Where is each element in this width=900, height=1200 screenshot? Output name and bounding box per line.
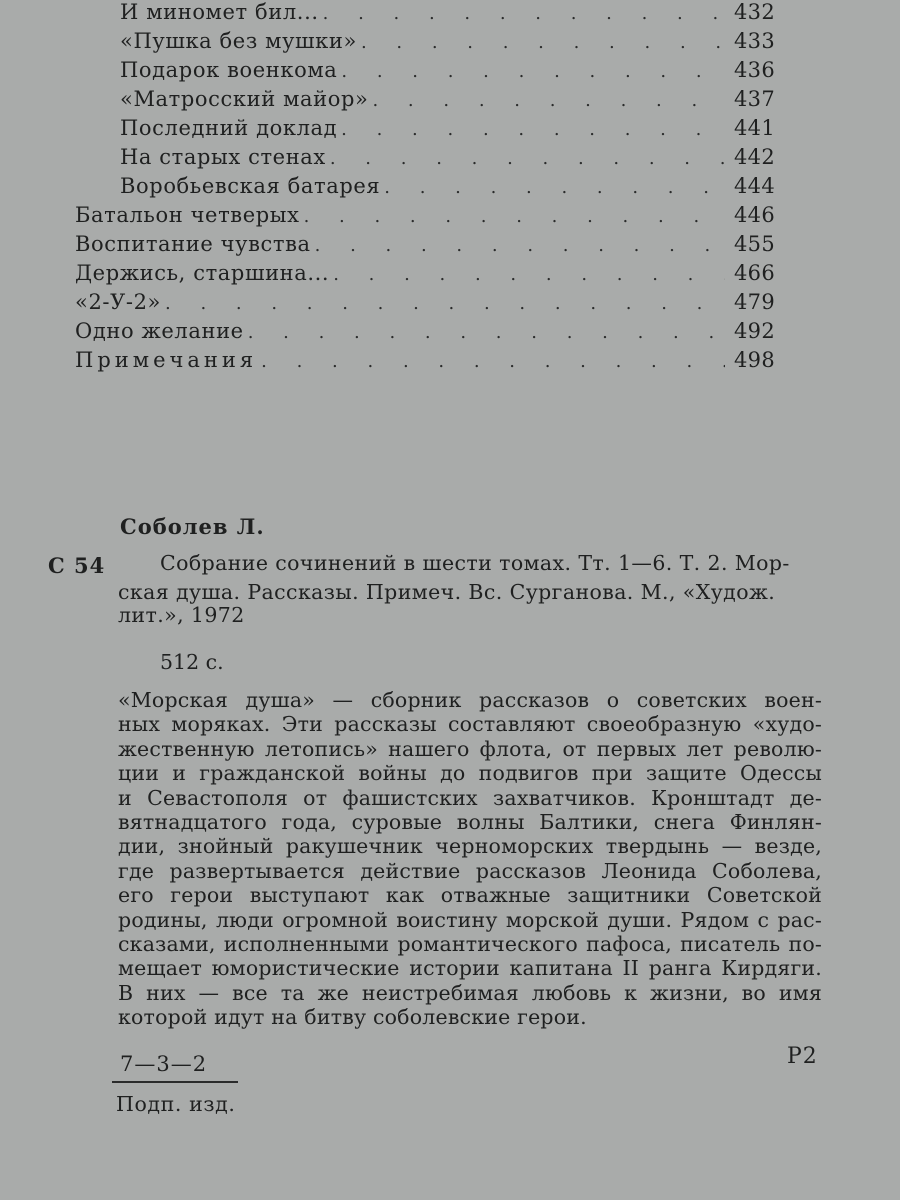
toc-entry-page: 498 bbox=[734, 348, 775, 372]
catalog-description-line: ская душа. Рассказы. Примеч. Вс. Сурганова. М., «Худож. bbox=[118, 580, 776, 604]
toc-entry bbox=[120, 58, 775, 86]
toc-entry bbox=[120, 145, 775, 173]
toc-entry bbox=[120, 116, 775, 144]
annotation-line: которой идут на битву соболевские герои. bbox=[118, 1005, 587, 1030]
toc-entry bbox=[120, 0, 775, 28]
toc-entry bbox=[75, 348, 775, 376]
annotation-line: жественную летопись» нашего флота, от первых лет револю- bbox=[118, 736, 822, 761]
toc-entry-page: 437 bbox=[734, 87, 775, 111]
annotation-line: и Севастополя от фашистских захватчиков. Кронштадт де- bbox=[118, 785, 822, 810]
toc-entry-title: И миномет бил... bbox=[120, 0, 319, 24]
toc-entry-page: 432 bbox=[734, 0, 775, 24]
annotation-line: ных моряках. Эти рассказы составляют своеобразную «худо- bbox=[118, 712, 822, 737]
annotation-line: «Морская душа» — сборник рассказов о советских воен- bbox=[118, 688, 822, 712]
toc-entry-title: На старых стенах bbox=[120, 145, 326, 169]
toc-entry-page: 441 bbox=[734, 116, 775, 140]
toc-leader-dots bbox=[319, 3, 725, 24]
toc-entry bbox=[120, 174, 775, 202]
toc-leader-dots bbox=[380, 177, 725, 198]
toc-entry-title: Батальон четверых bbox=[75, 203, 300, 227]
annotation-line: ции и гражданской войны до подвигов при защите Одессы bbox=[118, 761, 822, 786]
toc-entry bbox=[75, 261, 775, 289]
annotation-line: В них — все та же неистребимая любовь к жизни, во имя bbox=[118, 980, 822, 1005]
catalog-author: Соболев Л. bbox=[120, 514, 265, 539]
toc-entry-page: 442 bbox=[734, 145, 775, 169]
toc-leader-dots bbox=[337, 61, 725, 82]
toc-entry bbox=[120, 87, 775, 115]
toc-entry-page: 466 bbox=[734, 261, 775, 285]
toc-leader-dots bbox=[357, 32, 725, 53]
toc-entry-page: 446 bbox=[734, 203, 775, 227]
toc-entry-title: «Матросский майор» bbox=[120, 87, 369, 111]
toc-entry-title: Воспитание чувства bbox=[75, 232, 311, 256]
toc-entry-title: Воробьевская батарея bbox=[120, 174, 381, 198]
annotation-line: вятнадцатого года, суровые волны Балтики, снега Финлян- bbox=[118, 810, 822, 834]
toc-entry bbox=[75, 203, 775, 231]
annotation-line: мещает юмористические истории капитана II ранга Кирдяги. bbox=[118, 956, 822, 981]
toc-entry-page: 479 bbox=[734, 290, 775, 314]
toc-entry bbox=[75, 290, 775, 318]
toc-entry bbox=[120, 29, 775, 57]
toc-leader-dots bbox=[368, 90, 725, 111]
toc-entry bbox=[75, 319, 775, 347]
catalog-page-count: 512 с. bbox=[160, 650, 224, 674]
toc-leader-dots bbox=[244, 322, 725, 343]
annotation-line: дии, знойный ракушечник черноморских твердынь — везде, bbox=[118, 834, 822, 859]
toc-leader-dots bbox=[329, 264, 725, 285]
catalog-description-line: Собрание сочинений в шести томах. Тт. 1—6. Т. 2. Мор- bbox=[160, 551, 790, 575]
toc-entry-title: «Пушка без мушки» bbox=[120, 29, 357, 53]
toc-entry-page: 436 bbox=[734, 58, 775, 82]
toc-leader-dots bbox=[257, 351, 725, 372]
toc-entry-page: 444 bbox=[734, 174, 775, 198]
toc-leader-dots bbox=[311, 235, 725, 256]
toc-entry-page: 433 bbox=[734, 29, 775, 53]
bbk-index: 7—3—2 bbox=[120, 1052, 208, 1076]
subscription-note: Подп. изд. bbox=[116, 1092, 236, 1116]
toc-entry bbox=[75, 232, 775, 260]
catalog-description-line: лит.», 1972 bbox=[118, 603, 245, 627]
annotation-line: родины, люди огромной воистину морской души. Рядом с рас- bbox=[118, 907, 822, 932]
annotation-line: где развертывается действие рассказов Леонида Соболева, bbox=[118, 858, 822, 883]
toc-leader-dots bbox=[300, 206, 725, 227]
toc-entry-page: 455 bbox=[734, 232, 775, 256]
toc-leader-dots bbox=[337, 119, 725, 140]
annotation-line: его герои выступают как отважные защитники Советской bbox=[118, 883, 822, 908]
toc-entry-page: 492 bbox=[734, 319, 775, 343]
toc-leader-dots bbox=[161, 293, 725, 314]
bbk-divider bbox=[112, 1081, 238, 1083]
toc-entry-title: Примечания bbox=[75, 348, 258, 372]
toc-leader-dots bbox=[326, 148, 725, 169]
toc-entry-title: Держись, старшина... bbox=[75, 261, 330, 285]
catalog-code: С 54 bbox=[48, 553, 106, 578]
toc-entry-title: Последний доклад bbox=[120, 116, 338, 140]
annotation-line: сказами, исполненными романтического пафоса, писатель по- bbox=[118, 932, 822, 956]
toc-entry-title: «2-У-2» bbox=[75, 290, 161, 314]
author-sign: Р2 bbox=[787, 1044, 818, 1069]
toc-entry-title: Одно желание bbox=[75, 319, 244, 343]
toc-entry-title: Подарок военкома bbox=[120, 58, 338, 82]
